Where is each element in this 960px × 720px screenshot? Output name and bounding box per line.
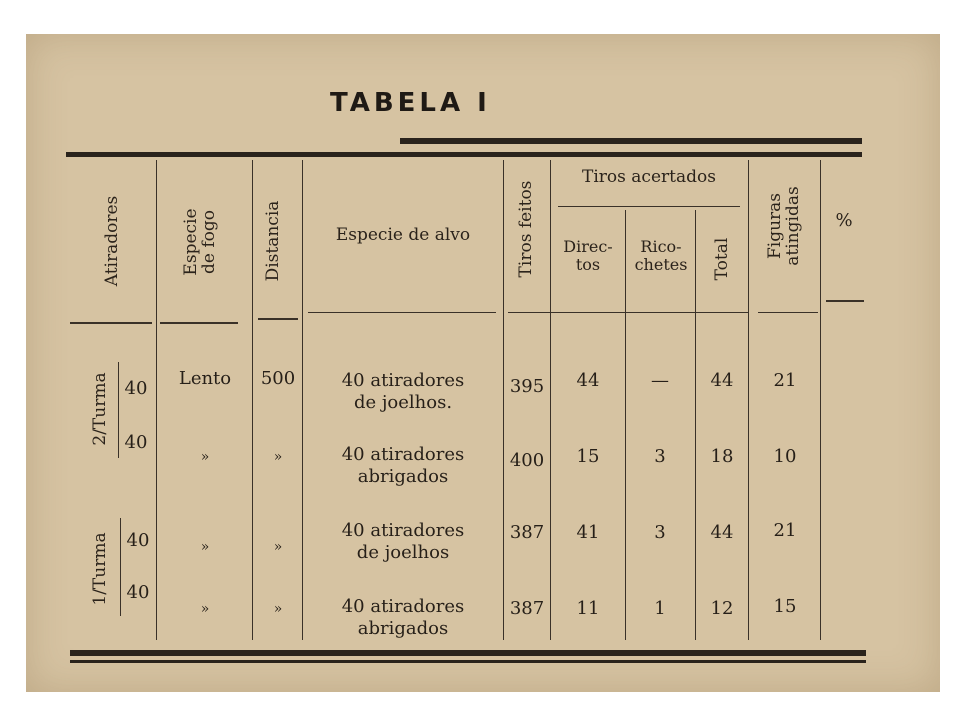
column-divider <box>156 160 157 640</box>
row-alvo-line2: abrigados <box>357 466 449 487</box>
row-fogo: » <box>200 449 210 465</box>
header-underline <box>258 318 298 320</box>
header-underline <box>70 322 152 324</box>
header-figuras-atingidas <box>766 166 802 286</box>
header-especie-alvo: Especie de alvo <box>335 225 471 245</box>
row-tiros: 387 <box>509 598 545 619</box>
header-total: Total <box>712 237 732 281</box>
row-figuras: 10 <box>773 446 797 467</box>
header-especie-fogo-line1: Especie <box>181 208 201 276</box>
row-fogo: » <box>200 539 210 555</box>
group-label-1-turma: 1/Turma <box>90 532 110 606</box>
row-distancia: » <box>273 449 283 465</box>
header-underline <box>758 312 818 313</box>
row-ricochetes: 3 <box>654 446 666 467</box>
header-ricochetes-line1: Rico- <box>640 237 682 256</box>
bottom-rule <box>70 650 866 656</box>
header-directos-line2: tos <box>575 255 601 274</box>
header-figuras-line1: Figuras <box>765 192 785 260</box>
row-alvo <box>306 370 500 414</box>
header-tiros-acertados: Tiros acertados <box>582 167 716 187</box>
row-total: 12 <box>710 598 734 619</box>
column-divider <box>302 160 303 640</box>
row-distancia: 500 <box>260 368 296 389</box>
row-fogo: » <box>200 601 210 617</box>
row-figuras: 15 <box>773 596 797 617</box>
row-directos: 44 <box>576 370 600 391</box>
row-ricochetes: — <box>651 370 669 391</box>
header-figuras-line2: atingidas <box>783 186 803 266</box>
row-distancia: » <box>273 539 283 555</box>
row-alvo-line2: de joelhos. <box>353 392 453 413</box>
row-alvo-line1: 40 atiradores <box>341 520 465 541</box>
column-divider <box>252 160 253 640</box>
group-label-2-turma: 2/Turma <box>90 372 110 446</box>
row-fogo: Lento <box>178 368 232 389</box>
header-distancia: Distancia <box>263 200 283 282</box>
header-especie-fogo-line2: de fogo <box>199 210 219 274</box>
group-bracket <box>118 362 119 458</box>
column-divider <box>550 160 551 640</box>
header-atiradores: Atiradores <box>102 195 122 287</box>
row-figuras: 21 <box>773 520 797 541</box>
row-ricochetes: 3 <box>654 522 666 543</box>
header-underline <box>308 312 496 313</box>
row-directos: 41 <box>576 522 600 543</box>
header-underline <box>826 300 864 302</box>
header-percent: % <box>835 210 853 231</box>
row-alvo-line1: 40 atiradores <box>341 444 465 465</box>
top-rule-upper <box>400 138 862 144</box>
header-directos-line1: Direc- <box>563 237 613 256</box>
row-ricochetes: 1 <box>654 598 666 619</box>
column-divider <box>625 210 626 640</box>
row-tiros: 387 <box>509 522 545 543</box>
row-count: 40 <box>126 530 150 551</box>
row-figuras: 21 <box>773 370 797 391</box>
header-ricochetes <box>626 238 696 274</box>
row-tiros: 400 <box>509 450 545 471</box>
paper-page <box>26 34 940 692</box>
header-tiros-feitos: Tiros feitos <box>516 180 536 278</box>
row-alvo-line1: 40 atiradores <box>341 596 465 617</box>
row-count: 40 <box>124 432 148 453</box>
row-alvo <box>306 520 500 564</box>
table-title: TABELA I <box>330 88 491 118</box>
top-rule <box>66 152 862 157</box>
row-alvo <box>306 444 500 488</box>
row-tiros: 395 <box>509 376 545 397</box>
group-bracket <box>120 518 121 616</box>
row-distancia: » <box>273 601 283 617</box>
row-directos: 15 <box>576 446 600 467</box>
row-count: 40 <box>126 582 150 603</box>
header-especie-fogo <box>182 182 218 302</box>
bottom-rule-lower <box>70 660 866 663</box>
column-divider <box>820 160 821 640</box>
row-alvo <box>306 596 500 640</box>
row-alvo-line2: abrigados <box>357 618 449 639</box>
tiros-acertados-underline <box>558 206 740 207</box>
row-alvo-line1: 40 atiradores <box>341 370 465 391</box>
header-underline <box>508 312 748 313</box>
header-ricochetes-line2: chetes <box>634 255 688 274</box>
row-total: 18 <box>710 446 734 467</box>
header-underline <box>160 322 238 324</box>
row-count: 40 <box>124 378 148 399</box>
column-divider <box>695 210 696 640</box>
row-alvo-line2: de joelhos <box>356 542 450 563</box>
row-directos: 11 <box>576 598 600 619</box>
row-total: 44 <box>710 522 734 543</box>
column-divider <box>503 160 504 640</box>
column-divider <box>748 160 749 640</box>
row-total: 44 <box>710 370 734 391</box>
header-directos <box>552 238 624 274</box>
